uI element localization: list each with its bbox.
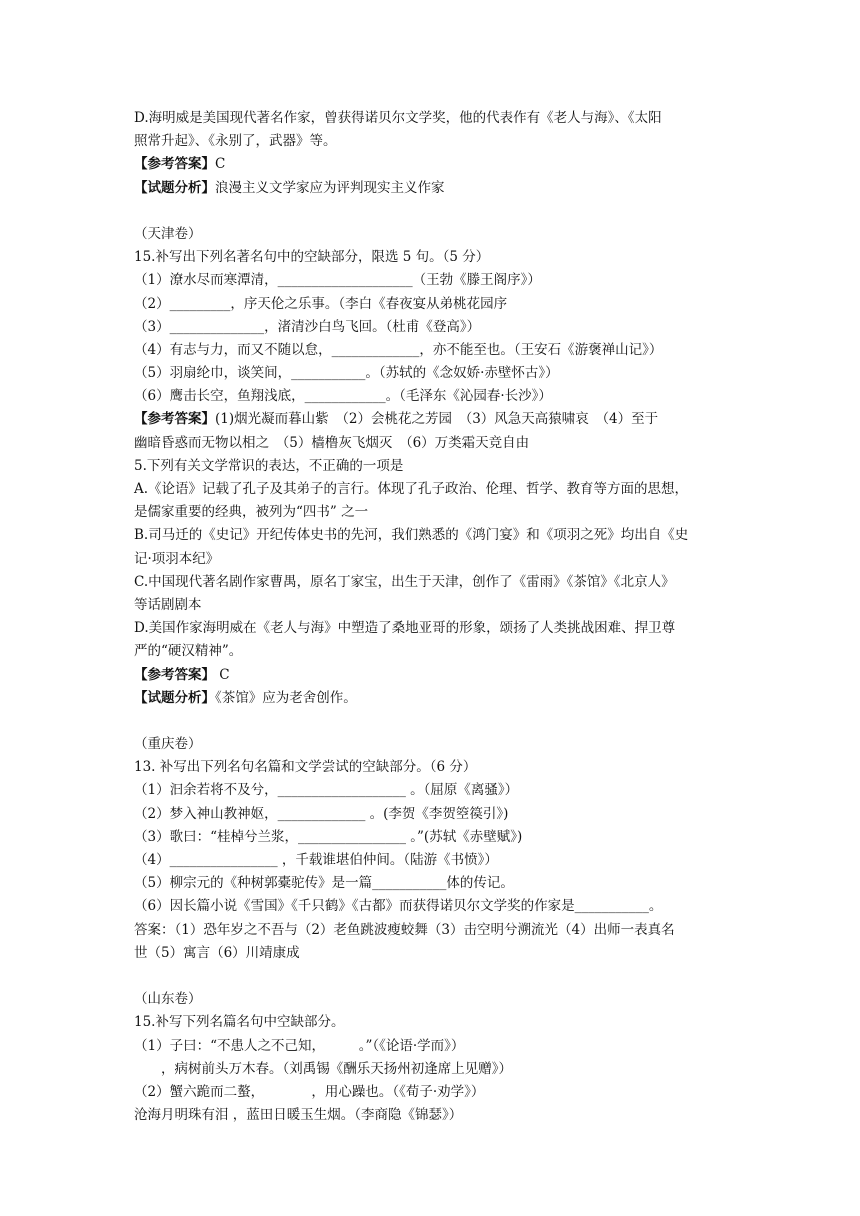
line-text: 15.补写下列名篇名句中空缺部分。 (134, 1014, 345, 1031)
text-line (134, 130, 734, 153)
section-gap (134, 710, 734, 733)
text-line (134, 223, 734, 246)
text-line (134, 1035, 734, 1058)
text-line (134, 594, 734, 617)
line-text: （6）鹰击长空，鱼翔浅底，____________。（毛泽东《沁园春·长沙》） (134, 388, 552, 405)
line-text: 浪漫主义文学家应为评判现实主义作家 (215, 179, 445, 196)
answer-label: 【试题分析】 (134, 179, 215, 196)
line-text: C.中国现代著名剧作家曹禺，原名丁家宝，出生于天津，创作了《雷雨》《茶馆》《北京人》 (134, 573, 675, 590)
line-text: 答案：（1）恐年岁之不吾与（2）老鱼跳波瘦蛟舞（3）击空明兮溯流光（4）出师一表真名 (134, 921, 675, 938)
line-text: 记·项羽本纪》 (134, 550, 220, 567)
line-text: 幽暗昏惑而无物以相之 （5）樯橹灰飞烟灭 （6）万类霜天竞自由 (134, 434, 530, 451)
line-text: (1)烟光凝而暮山紫 （2）会桃花之芳园 （3）风急天高猿啸哀 （4）至于 (215, 411, 659, 428)
text-line (134, 153, 734, 176)
line-text: 13. 补写出下列名句名篇和文学尝试的空缺部分。（6 分） (134, 759, 477, 776)
text-line (134, 1081, 734, 1104)
text-line (134, 1058, 734, 1081)
text-line (134, 339, 734, 362)
line-text: （6）因长篇小说《雪国》《千只鹤》《古都》而获得诺贝尔文学奖的作家是___________。 (134, 898, 663, 915)
text-line (134, 107, 734, 130)
text-line (134, 617, 734, 640)
line-text: ，病树前头万木春。（刘禹锡《酬乐天扬州初逢席上见赠》） (134, 1060, 512, 1077)
answer-label: 【参考答案】 (134, 666, 215, 683)
text-line (134, 246, 734, 269)
line-text: 等话剧剧本 (134, 596, 202, 613)
text-line (134, 733, 734, 756)
line-text: 严的“硬汉精神”。 (134, 643, 243, 660)
line-text: （1）子曰：“不患人之不己知， 。”（《论语·学而》） (134, 1037, 465, 1054)
text-line (134, 988, 734, 1011)
text-line (134, 826, 734, 849)
text-line (134, 316, 734, 339)
text-line (134, 408, 734, 431)
text-line (134, 293, 734, 316)
text-line (134, 478, 734, 501)
text-line (134, 362, 734, 385)
line-text: （2）梦入神山教神妪，_____________ 。(李贺《李贺箜篌引》) (134, 805, 509, 822)
section-gap (134, 965, 734, 988)
line-text: （1）汩余若将不及兮，___________________ 。（屈原《离骚》） (134, 782, 519, 799)
line-text: （天津卷） (134, 225, 202, 242)
line-text: （3）歌曰：“桂棹兮兰浆，________________ 。”(苏轼《赤壁赋》) (134, 828, 523, 845)
text-line (134, 432, 734, 455)
line-text: 是儒家重要的经典，被列为“四书” 之一 (134, 504, 369, 521)
line-text: A.《论语》记载了孔子及其弟子的言行。体现了孔子政治、伦理、哲学、教育等方面的思想， (134, 481, 689, 497)
line-text: （5）柳宗元的《种树郭橐驼传》是一篇___________体的传记。 (134, 875, 514, 892)
line-text: 《茶馆》应为老舍创作。 (215, 689, 357, 706)
text-line (134, 803, 734, 826)
line-text: （1）潦水尽而寒潭清，____________________（王勃《滕王阁序》） (134, 272, 541, 289)
text-line (134, 687, 734, 710)
text-line (134, 849, 734, 872)
text-line (134, 455, 734, 478)
text-line (134, 501, 734, 524)
answer-label: 【试题分析】 (134, 689, 215, 706)
text-line (134, 756, 734, 779)
text-line (134, 872, 734, 895)
line-text: （3）______________，渚清沙白鸟飞回。（杜甫《登高》） (134, 318, 481, 335)
text-line (134, 571, 734, 594)
line-text: D.美国作家海明威在《老人与海》中塑造了桑地亚哥的形象，颂扬了人类挑战困难、捍卫尊 (134, 620, 676, 637)
text-line (134, 895, 734, 918)
line-text: C (215, 666, 230, 683)
line-text: 5.下列有关文学常识的表达，不正确的一项是 (134, 457, 404, 474)
line-text: （4）________________ ，千载谁堪伯仲间。（陆游《书愤》） (134, 852, 498, 868)
line-text: （山东卷） (134, 991, 202, 1008)
line-text: B.司马迁的《史记》开纪传体史书的先河，我们熟悉的《鸿门宴》和《项羽之死》均出自《史 (134, 527, 689, 544)
text-line (134, 919, 734, 942)
line-text: （重庆卷） (134, 736, 202, 753)
text-line (134, 269, 734, 292)
document-body (134, 107, 734, 1127)
line-text: （2）_________，序天伦之乐事。（李白《春夜宴从弟桃花园序 (134, 295, 508, 312)
line-text: （4）有志与力，而又不随以怠，_____________，亦不能至也。（王安石《游褒禅山记》） (134, 341, 663, 358)
text-line (134, 640, 734, 663)
line-text: 沧海月明珠有泪 ，蓝田日暖玉生烟。（李商隐《锦瑟》） (134, 1107, 463, 1124)
text-line (134, 664, 734, 687)
text-line (134, 385, 734, 408)
line-text: 15.补写出下列名著名句中的空缺部分，限选 5 句。（5 分） (134, 249, 490, 266)
line-text: C (215, 156, 226, 173)
answer-label: 【参考答案】 (134, 411, 215, 428)
line-text: （2）蟹六跪而二螯， ，用心躁也。（《荀子·劝学》） (134, 1083, 485, 1100)
text-line (134, 548, 734, 571)
text-line (134, 1011, 734, 1034)
line-text: 照常升起》、《永别了，武器》等。 (134, 133, 337, 150)
section-gap (134, 200, 734, 223)
text-line (134, 942, 734, 965)
answer-label: 【参考答案】 (134, 156, 215, 173)
text-line (134, 779, 734, 802)
line-text: （5）羽扇纶巾，谈笑间，___________。（苏轼的《念奴娇·赤壁怀古》） (134, 365, 559, 382)
text-line (134, 1104, 734, 1127)
line-text: D.海明威是美国现代著名作家，曾获得诺贝尔文学奖，他的代表作有《老人与海》、《太阳 (134, 110, 662, 126)
text-line (134, 177, 734, 200)
line-text: 世（5）寓言（6）川靖康成 (134, 944, 300, 961)
text-line (134, 524, 734, 547)
